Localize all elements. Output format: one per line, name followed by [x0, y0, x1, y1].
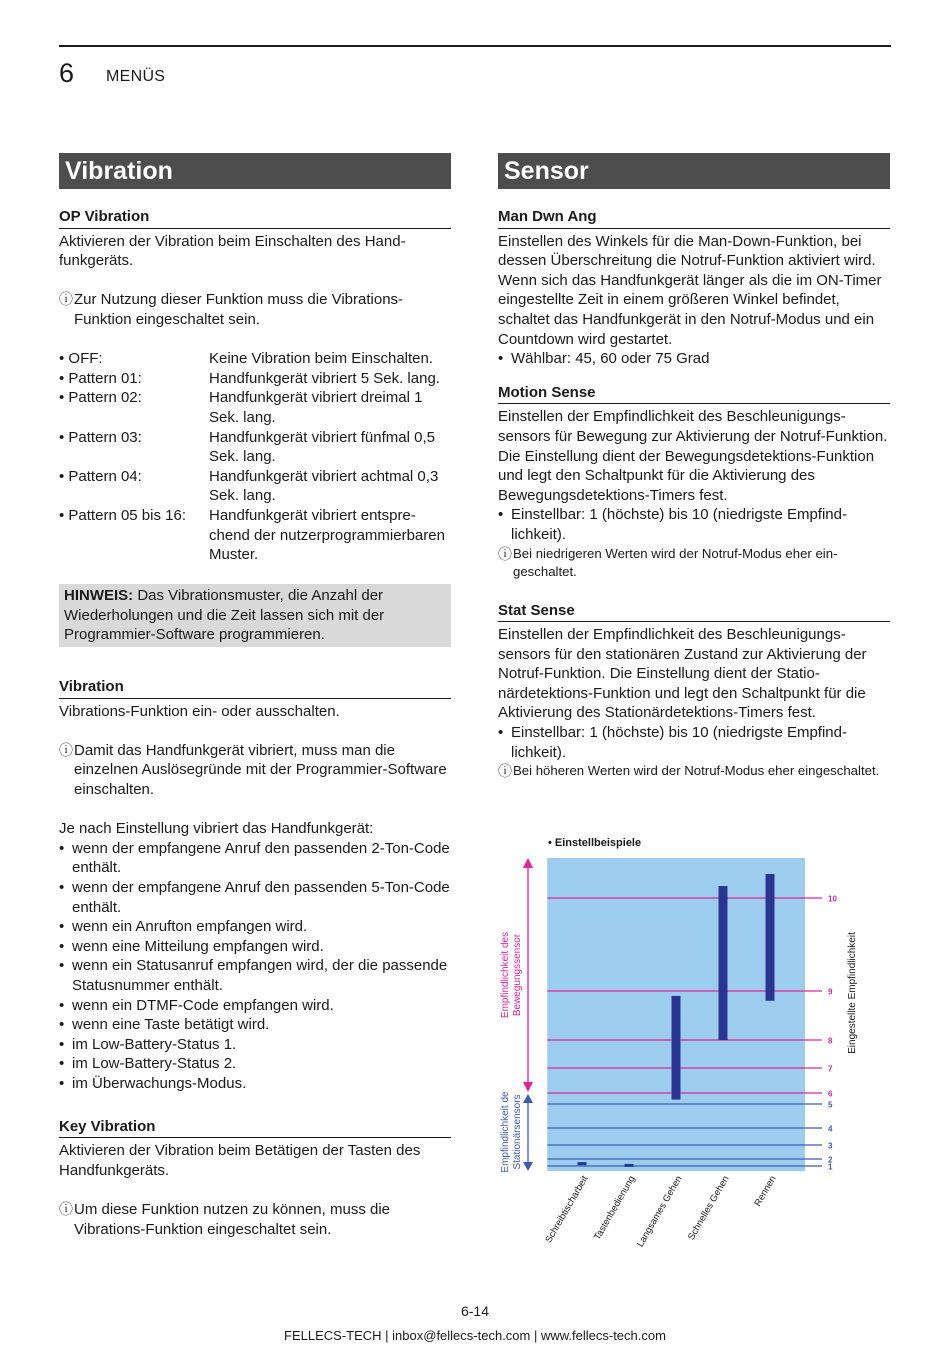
note-text: Um diese Funktion nutzen zu können, muss die Vibrations-Funktion eingeschaltet sein. — [74, 1200, 391, 1238]
chapter-number: 6 — [59, 58, 75, 88]
note-text: Damit das Handfunkgerät vibriert, muss man die einzelnen Auslösegründe mit der Programmier-Software einschalten. — [74, 741, 447, 799]
op-vibration-desc: Aktivieren der Vibration beim Einschalten des Handfunkgeräts. — [59, 232, 406, 270]
motion-sense-heading: Motion Sense — [498, 383, 890, 405]
option-value: Keine Vibration beim Einschalten. — [209, 350, 434, 368]
sensitivity-chart — [495, 830, 895, 1260]
motion-arrow-down-head — [523, 1082, 533, 1092]
hinweis-label: HINWEIS: — [64, 587, 134, 605]
category-label: Tastenbedienung — [591, 1174, 638, 1243]
list-item: • Wählbar: 45, 60 oder 75 Grad — [498, 350, 710, 368]
key-vibration-note — [59, 1200, 451, 1239]
stat-axis-label-line1: Empfindlichkeit de — [500, 1091, 511, 1173]
option-row — [59, 369, 451, 389]
right-column — [498, 153, 890, 780]
option-key: • Pattern 04: — [59, 467, 142, 485]
list-item-text: Einstellbar: 1 (höchste) bis 10 (niedrigste Empfindlichkeit). — [511, 506, 847, 543]
option-row — [59, 388, 451, 427]
list-item: • wenn ein Anrufton empfangen wird. — [59, 918, 308, 936]
stat-axis-label-line2: Stationärsensors — [512, 1094, 523, 1170]
option-value: Handfunkgerät vibriert entsprechend der nutzerprogrammierbaren Muster. — [209, 506, 445, 564]
info-icon: ⓘ — [59, 291, 73, 308]
op-vibration-heading: OP Vibration — [59, 207, 451, 229]
list-item: • wenn der empfangene Anruf den passenden 2-Ton-Code enthält. — [59, 839, 450, 877]
list-item: • Einstellbar: 1 (höchste) bis 10 (niedrigste Empfindlichkeit). — [498, 723, 890, 762]
stat-sense-desc: Einstellen der Empfindlichkeit des Beschleunigungssensors für den stationären Zustand zur Aktivierung der Notruf-Funktion. Die Einstellung dient der Stationärdetektions-Funktion und legt den Schaltpunkt für die Aktivierung des Stationärdetektions-Timers fest. — [498, 626, 867, 722]
level-tick-label: 5 — [828, 1100, 833, 1110]
motion-axis-label-line1: Empfindlichkeit des — [500, 931, 511, 1019]
list-item: • im Low-Battery-Status 2. — [59, 1055, 237, 1073]
option-key: • Pattern 03: — [59, 428, 142, 446]
level-tick-label: 10 — [828, 894, 837, 904]
op-vibration-options — [59, 349, 451, 565]
level-tick-label: 3 — [828, 1141, 833, 1151]
left-column — [59, 153, 451, 1239]
op-vibration-note — [59, 290, 451, 329]
hinweis-text: Das Vibrationsmuster, die Anzahl der Wiederholungen und die Zeit lassen sich mit der Programmier-Software programmieren. — [64, 587, 385, 644]
vibration-trigger-list — [59, 839, 451, 1094]
list-item-text: wenn eine Taste betätigt wird. — [72, 1016, 270, 1034]
man-dwn-ang-heading: Man Dwn Ang — [498, 207, 890, 229]
header-rule — [59, 45, 891, 47]
list-item: • wenn ein DTMF-Code empfangen wird. — [59, 996, 334, 1014]
range-bar — [625, 1164, 634, 1167]
option-row — [59, 428, 451, 467]
stat-sense-note — [498, 762, 890, 780]
option-key: • Pattern 05 bis 16: — [59, 506, 186, 524]
range-bar — [672, 996, 681, 1100]
vibration-note — [59, 741, 451, 800]
range-bar — [766, 874, 775, 1001]
note-text: Bei höheren Werten wird der Notruf-Modus eher eingeschaltet. — [513, 763, 880, 779]
option-value: Handfunkgerät vibriert 5 Sek. lang. — [209, 369, 440, 387]
list-item: • Einstellbar: 1 (höchste) bis 10 (niedrigste Empfindlichkeit). — [498, 505, 890, 544]
list-item: • wenn der empfangene Anruf den passenden 5-Ton-Code enthält. — [59, 879, 450, 916]
option-row — [59, 349, 451, 369]
motion-arrow-up-head — [523, 858, 533, 868]
note-text: Bei niedrigeren Werten wird der Notruf-Modus eher eingeschaltet. — [513, 545, 838, 579]
info-icon: ⓘ — [498, 763, 512, 780]
option-row — [59, 506, 451, 565]
range-bar — [578, 1162, 587, 1165]
level-tick-label: 6 — [828, 1089, 833, 1099]
footer-line: FELLECS-TECH | inbox@fellecs-tech.com | www.fellecs-tech.com — [284, 1328, 666, 1343]
list-item: • wenn ein Statusanruf empfangen wird, der die passende Statusnummer enthält. — [59, 956, 451, 995]
motion-sense-desc: Einstellen der Empfindlichkeit des Beschleunigungssensors für Bewegung zur Aktivierung der Notruf-Funktion. Die Einstellung dient der Bewegungsdetektions-Funktion und legt den Schaltpunkt für die Aktivierung des Bewegungsdetektions-Timers fest. — [498, 408, 888, 504]
vibration-banner: Vibration — [59, 153, 451, 189]
category-label: Schnelles Gehen — [685, 1174, 732, 1243]
list-item-text: im Low-Battery-Status 1. — [72, 1035, 237, 1053]
vibration-desc: Vibrations-Funktion ein- oder ausschalten. — [59, 702, 340, 720]
option-key: • Pattern 02: — [59, 389, 142, 407]
option-row — [59, 467, 451, 506]
right-axis-label: Eingestellte Empfindlichkeit — [847, 932, 858, 1054]
level-tick-label: 7 — [828, 1064, 833, 1074]
vibration-intro: Je nach Einstellung vibriert das Handfunkgerät: — [59, 820, 374, 838]
level-tick-label: 9 — [828, 987, 833, 997]
list-item: • im Low-Battery-Status 1. — [59, 1035, 237, 1053]
category-label: Langsames Gehen — [634, 1174, 685, 1250]
stat-arrow-down-head — [523, 1162, 533, 1171]
motion-axis-label-line2: Bewegungssensor — [512, 933, 523, 1017]
vibration-heading: Vibration — [59, 677, 451, 699]
hinweis-box — [59, 584, 451, 647]
category-label: Schreibtischarbeit — [543, 1174, 591, 1245]
page-number: 6-14 — [460, 1303, 490, 1319]
level-tick-label: 4 — [828, 1124, 833, 1134]
level-tick-label: 8 — [828, 1036, 833, 1046]
level-tick-label: 1 — [828, 1162, 833, 1172]
note-text: Zur Nutzung dieser Funktion muss die Vibrations-Funktion eingeschaltet sein. — [74, 291, 404, 328]
list-item-text: Einstellbar: 1 (höchste) bis 10 (niedrigste Empfindlichkeit). — [511, 724, 847, 761]
chart-title: • Einstellbeispiele — [548, 837, 642, 849]
option-key: • OFF: — [59, 350, 103, 368]
option-value: Handfunkgerät vibriert achtmal 0,3 Sek. lang. — [209, 467, 439, 505]
chapter-name: MENÜS — [106, 68, 166, 85]
option-value: Handfunkgerät vibriert dreimal 1 Sek. lang. — [209, 389, 423, 426]
list-item-text: im Überwachungs-Modus. — [72, 1074, 247, 1092]
info-icon: ⓘ — [59, 1200, 73, 1217]
level-tick-label: 2 — [828, 1155, 833, 1165]
list-item-text: wenn der empfangene Anruf den passenden 2-Ton-Code enthält. — [72, 839, 450, 877]
range-bar — [719, 886, 728, 1040]
list-item: • wenn eine Taste betätigt wird. — [59, 1016, 270, 1034]
list-item: • wenn eine Mitteilung empfangen wird. — [59, 937, 324, 955]
man-dwn-ang-desc: Einstellen des Winkels für die Man-Down-Funktion, bei dessen Überschreitung die Notruf-Funktion aktiviert wird. Wenn sich das Handfunkgerät länger als die im ON-Timer eingestellte Zeit in einem größeren Winkel befindet, schaltet das Handfunkgerät in den Notruf-Modus und ein Countdown wird gestartet. — [498, 232, 882, 348]
key-vibration-heading: Key Vibration — [59, 1117, 451, 1139]
info-icon: ⓘ — [498, 545, 512, 562]
motion-sense-note — [498, 545, 890, 581]
sensor-banner: Sensor — [498, 153, 890, 189]
option-value: Handfunkgerät vibriert fünfmal 0,5 Sek. lang. — [209, 428, 435, 466]
option-key: • Pattern 01: — [59, 369, 142, 387]
stat-arrow-up-head — [523, 1094, 533, 1103]
category-label: Rennen — [752, 1174, 779, 1209]
info-icon: ⓘ — [59, 741, 73, 758]
list-item: • im Überwachungs-Modus. — [59, 1074, 247, 1092]
key-vibration-desc: Aktivieren der Vibration beim Betätigen der Tasten des Handfunkgeräts. — [59, 1142, 421, 1179]
sensitivity-chart-svg — [495, 830, 895, 1260]
list-item-text: wenn ein DTMF-Code empfangen wird. — [72, 996, 334, 1014]
list-item-text: im Low-Battery-Status 2. — [72, 1055, 237, 1073]
list-item-text: wenn ein Statusanruf empfangen wird, der die passende Statusnummer enthält. — [72, 957, 448, 994]
list-item-text: Wählbar: 45, 60 oder 75 Grad — [511, 350, 710, 368]
list-item-text: wenn der empfangene Anruf den passenden 5-Ton-Code enthält. — [72, 879, 450, 916]
stat-sense-heading: Stat Sense — [498, 601, 890, 623]
list-item-text: wenn ein Anrufton empfangen wird. — [72, 918, 308, 936]
list-item-text: wenn eine Mitteilung empfangen wird. — [72, 937, 324, 955]
